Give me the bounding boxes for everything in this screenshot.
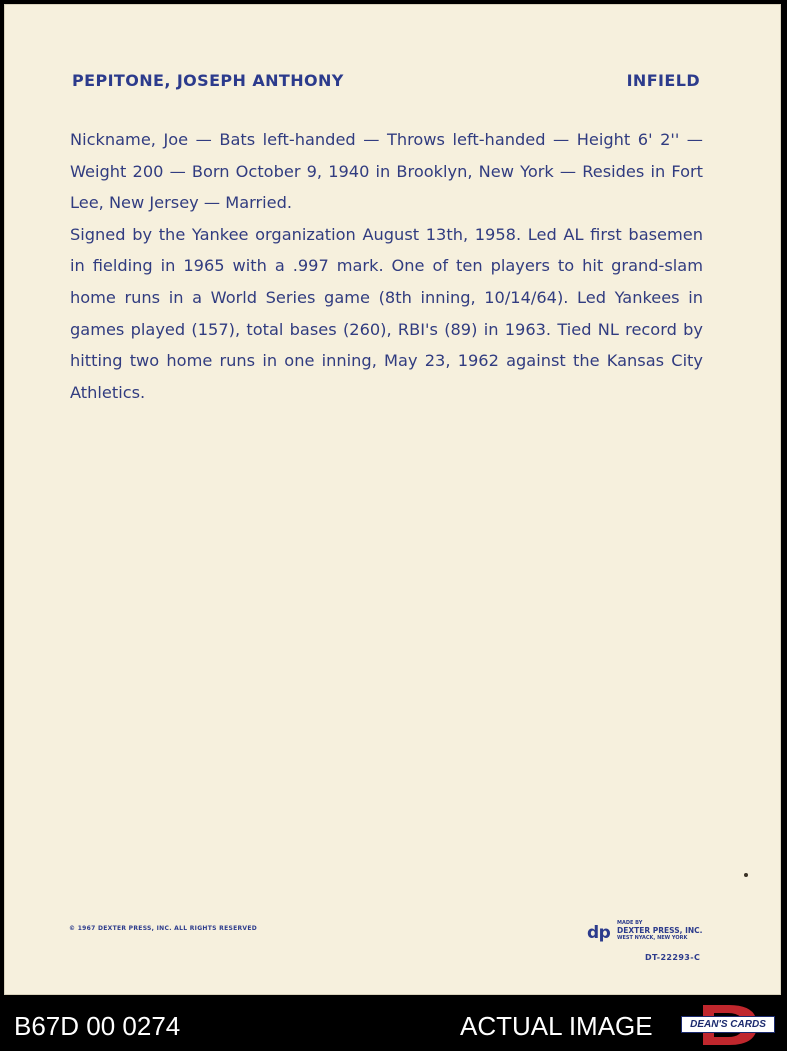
made-by-label: MADE BY — [617, 920, 643, 926]
deans-cards-logo-text: DEAN'S CARDS — [681, 1016, 775, 1033]
bio-career: Signed by the Yankee organization August 13th, 1958. Led AL first basemen in fielding in 1965 with a .997 mark. One of ten players to hit grand-slam home runs in a World Series game (8th inning, 10/14/64). Led Yankees in games played (157), total bases (260), RBI's (89) in 1963. Tied NL record by hitting two home runs in one inning, May 23, 1962 against the Kansas City Athletics. — [70, 224, 703, 402]
actual-image-label: ACTUAL IMAGE — [460, 1011, 653, 1041]
print-speck — [744, 873, 748, 877]
copyright-notice: © 1967 DEXTER PRESS, INC. ALL RIGHTS RESERVED — [69, 925, 258, 932]
bio-vitals: Nickname, Joe — Bats left-handed — Throws left-handed — Height 6' 2'' — Weight 200 — Born October 9, 1940 in Brooklyn, New York — Resides in Fort Lee, New Jersey — Married. — [70, 130, 703, 213]
player-name: PEPITONE, JOSEPH ANTHONY — [72, 71, 344, 90]
card-code: DT-22293-C — [645, 953, 701, 962]
player-position: INFIELD — [626, 71, 700, 90]
card-back — [4, 4, 781, 995]
press-city: WEST NYACK, NEW YORK — [617, 935, 688, 941]
item-code: B67D 00 0274 — [14, 1011, 181, 1041]
deans-cards-logo — [681, 1003, 775, 1047]
player-bio — [70, 124, 703, 408]
dexter-press-logo: dp — [587, 923, 611, 943]
press-company: DEXTER PRESS, INC. — [617, 926, 703, 935]
